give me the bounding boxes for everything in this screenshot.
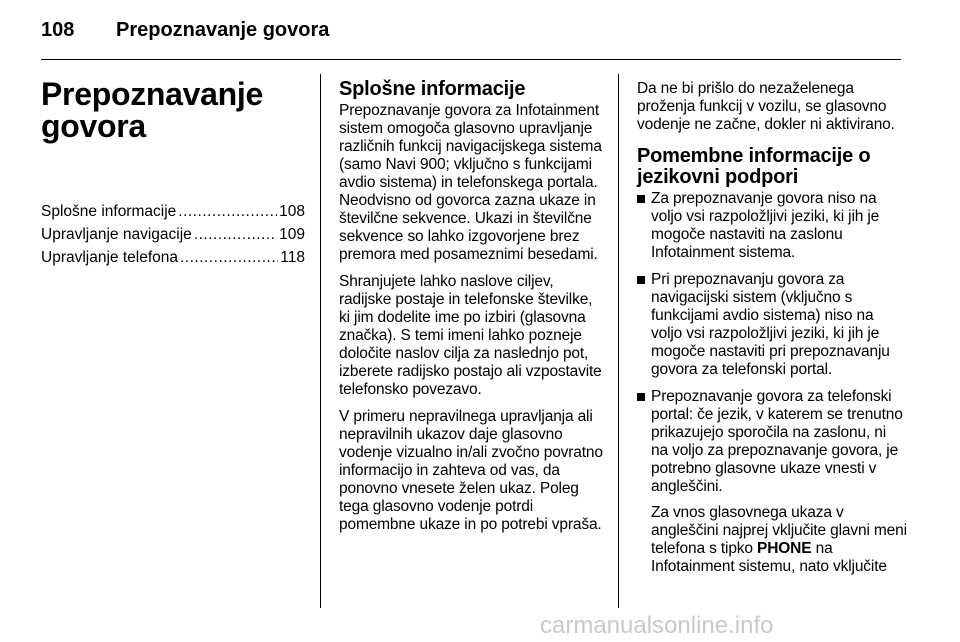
language-notes-list xyxy=(637,190,907,576)
paragraph: V primeru nepravilnega upravljanja ali nepravilnih ukazov daje glasovno vodenje vizualno in/ali zvočno povratno informacijo in zahteva od vas, da ponovno vnesete želen ukaz. Poleg tega glasovno vodenje potrdi pomembne ukaze in po potrebi vpraša. xyxy=(339,408,603,533)
paragraph: Prepoznavanje govora za Infotainment sistem omogoča glasovno upravljanje različnih funkcij navigacijskega sistema (samo Navi 900; vključno s funkcijami avdio sistema) in telefonskega portala. Neodvisno od govorca zazna ukaze in številčne sekvence. Ukazi in številčne sekvence so lahko izgovorjene brez premora med posameznimi besedami. xyxy=(339,102,602,263)
column-divider-right xyxy=(618,74,619,608)
section-heading-general: Splošne informacije xyxy=(339,78,526,100)
paragraph: Da ne bi prišlo do nezaželenega proženja funkcij v vozilu, se glasovno vodenje ne začne, dokler ni aktivirano. xyxy=(637,80,895,133)
header-rule xyxy=(41,59,901,60)
toc-entry-label: Upravljanje navigacije xyxy=(41,226,192,243)
toc-entry-label: Upravljanje telefona xyxy=(41,249,179,266)
section-heading-language: Pomembne informacije o jezikovni podpori xyxy=(637,145,871,188)
list-item xyxy=(637,190,907,262)
chapter-toc xyxy=(41,200,305,269)
toc-leader-dots xyxy=(178,200,277,223)
toc-entry-page: 109 xyxy=(279,226,305,243)
phone-key-instruction xyxy=(651,504,907,576)
list-item xyxy=(637,271,907,379)
toc-entry[interactable] xyxy=(41,246,305,269)
general-info-column xyxy=(339,78,607,543)
header-title: Prepoznavanje govora xyxy=(116,19,330,41)
language-support-column xyxy=(637,80,907,585)
toc-leader-dots xyxy=(180,246,278,269)
page-header xyxy=(41,17,921,43)
toc-entry-label: Splošne informacije xyxy=(41,203,177,220)
list-item-text: Za prepoznavanje govora niso na voljo vsi razpoložljivi jeziki, ki jih je mogoče nastaviti na zaslonu Infotainment sistema. xyxy=(651,190,880,261)
list-item xyxy=(637,388,907,576)
chapter-title: Prepoznavanje govora xyxy=(41,76,263,144)
list-item-text: Prepoznavanje govora za telefonski portal: če jezik, v katerem se trenutno prikazujejo sporočila na zaslonu, ni na voljo za prepoznavanje govora, je potrebno glasovne ukaze vnesti v angleščini. xyxy=(651,388,903,495)
column-divider-left xyxy=(320,74,321,608)
chapter-column xyxy=(41,78,305,269)
toc-leader-dots xyxy=(194,223,277,246)
page-number: 108 xyxy=(41,19,75,41)
watermark-text: carmanualsonline.info xyxy=(540,612,774,639)
toc-entry-page: 108 xyxy=(279,203,305,220)
instruction-text-start: Za vnos glasovnega ukaza v angleščini najprej vključite glavni meni telefona s tipko xyxy=(651,504,907,557)
list-item-text: Pri prepoznavanju govora za navigacijski sistem (vključno s funkcijami avdio sistema) niso na voljo vsi razpoložljivi jeziki, ki jih je mogoče nastaviti pri prepoznavanju govora za telefonski portal. xyxy=(651,271,890,378)
phone-key-label: PHONE xyxy=(757,540,812,557)
instruction-text-end: na Infotainment sistemu, nato vključite xyxy=(651,540,887,575)
toc-entry-page: 118 xyxy=(280,249,305,266)
paragraph: Shranjujete lahko naslove ciljev, radijske postaje in telefonske številke, ki jim dodelite ime po izbiri (glasovna značka). S temi imeni lahko pozneje določite naslov cilja za naslednjo pot, izberete radijsko postajo ali vzpostavite telefonsko povezavo. xyxy=(339,273,602,398)
square-bullet-icon xyxy=(637,276,645,284)
toc-entry[interactable] xyxy=(41,223,305,246)
square-bullet-icon xyxy=(637,393,645,401)
toc-entry[interactable] xyxy=(41,200,305,223)
square-bullet-icon xyxy=(637,195,645,203)
